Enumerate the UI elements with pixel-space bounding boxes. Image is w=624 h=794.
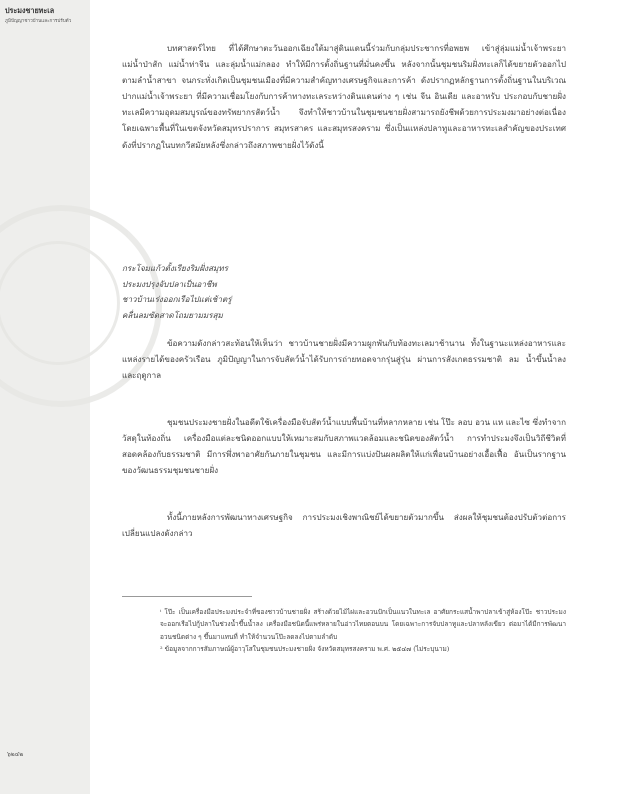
- footnote: ⁱ โป๊ะ เป็นเครื่องมือประมงประจำที่ของชาวบ้านชายฝั่ง สร้างด้วยไม้ไผ่และอวนปักเป็นแนวในทะเล อาศัยกระแสน้ำพาปลาเข้าสู่ห้องโป๊ะ ชาวประมงจะออกเรือไปกู้ปลาในช่วงน้ำขึ้นน้ำลง เครื่องมือชนิดนี้แพร่หลายในอ่าวไทยตอนบน โดยเฉพาะการจับปลาทูและปลาหลังเขียว ต่อมาได้มีการพัฒนาอวนชนิดต่าง ๆ ขึ้นมาแทนที่ ทำให้จำนวนโป๊ะลดลงไปตามลำดับ: [160, 608, 566, 641]
- running-head-title: ประมงชายทะเล: [5, 6, 55, 15]
- page-number: ๖๒๔๒: [7, 751, 24, 758]
- side-margin-band: [0, 0, 90, 794]
- running-head: [5, 6, 89, 25]
- paragraph: ข้อความดังกล่าวสะท้อนให้เห็นว่า ชาวบ้านชายฝั่งมีความผูกพันกับท้องทะเลมาช้านาน ทั้งในฐานะแหล่งอาหารและแหล่งรายได้ของครัวเรือน ภูมิปัญญาในการจับสัตว์น้ำได้รับการถ่ายทอดจากรุ่นสู่รุ่น ผ่านการสังเกตธรรมชาติ ลม น้ำขึ้นน้ำลง และฤดูกาล: [122, 338, 566, 381]
- footnote: ² ข้อมูลจากการสัมภาษณ์ผู้อาวุโสในชุมชนประมงชายฝั่ง จังหวัดสมุทรสงคราม พ.ศ. ๒๕๔๗ (ไม่ระบุนาม): [160, 645, 450, 654]
- footnotes: [160, 606, 566, 656]
- paragraph: ชุมชนประมงชายฝั่งในอดีตใช้เครื่องมือจับสัตว์น้ำแบบพื้นบ้านที่หลากหลาย เช่น โป๊ะ ลอบ อวน แห และไซ ซึ่งทำจากวัสดุในท้องถิ่น เครื่องมือแต่ละชนิดออกแบบให้เหมาะสมกับสภาพแวดล้อมและชนิดของสัตว์น้ำ การทำประมงจึงเป็นวิถีชีวิตที่สอดคล้องกับธรรมชาติ มีการพึ่งพาอาศัยกันภายในชุมชน และมีการแบ่งปันผลผลิตให้แก่เพื่อนบ้านอย่างเอื้อเฟื้อ อันเป็นรากฐานของวัฒนธรรมชุมชนชายฝั่ง: [122, 417, 566, 476]
- verse-block: [122, 261, 372, 323]
- verse-line: ประมงปรุงจับปลาเป็นอาชีพ: [122, 278, 217, 289]
- footnote-divider: [122, 596, 252, 597]
- running-head-subtitle: ภูมิปัญญาชาวบ้านและการปรับตัว: [5, 19, 72, 24]
- verse-line: คลื่นลมซัดสาดโถมยามมรสุม: [122, 309, 223, 320]
- verse-line: ชาวบ้านเร่งออกเรือไปแต่เช้าตรู่: [122, 294, 232, 304]
- verse-line: กระโจมแก้วตั้งเรียงริมฝั่งสมุทร: [122, 263, 229, 273]
- paragraph: บทศาสตร์ไทย ที่ได้ศึกษาตะวันออกเฉียงใต้มาสู่ดินแดนนี้ร่วมกับกลุ่มประชากรที่อพยพ เข้าสู่ลุ่มแม่น้ำเจ้าพระยา แม่น้ำป่าสัก แม่น้ำท่าจีน และลุ่มน้ำแม่กลอง ทำให้มีการตั้งถิ่นฐานที่มั่นคงขึ้น หลังจากนั้นชุมชนริมฝั่งทะเลก็ได้ขยายตัวออกไปตามลำน้ำสาขา จนกระทั่งเกิดเป็นชุมชนเมืองที่มีความสำคัญทางเศรษฐกิจและการค้า ดังปรากฏหลักฐานการตั้งถิ่นฐานในบริเวณปากแม่น้ำเจ้าพระยา ที่มีความเชื่อมโยงกับการค้าทางทะเลระหว่างดินแดนต่าง ๆ เช่น จีน อินเดีย และอาหรับ ประกอบกับชายฝั่งทะเลมีความอุดมสมบูรณ์ของทรัพยากรสัตว์น้ำ จึงทำให้ชาวบ้านในชุมชนชายฝั่งสามารถยังชีพด้วยการประมงมาอย่างต่อเนื่อง โดยเฉพาะพื้นที่ในเขตจังหวัดสมุทรปราการ สมุทรสาคร และสมุทรสงคราม ซึ่งเป็นแหล่งปลาทูและอาหารทะเลสำคัญของประเทศ ดังที่ปรากฏในบทกวีสมัยหลังซึ่งกล่าวถึงสภาพชายฝั่งไว้ดังนี้: [122, 43, 566, 150]
- paragraph: ทั้งนี้ภายหลังการพัฒนาทางเศรษฐกิจ การประมงเชิงพาณิชย์ได้ขยายตัวมากขึ้น ส่งผลให้ชุมชนต้องปรับตัวต่อการเปลี่ยนแปลงดังกล่าว: [122, 512, 566, 539]
